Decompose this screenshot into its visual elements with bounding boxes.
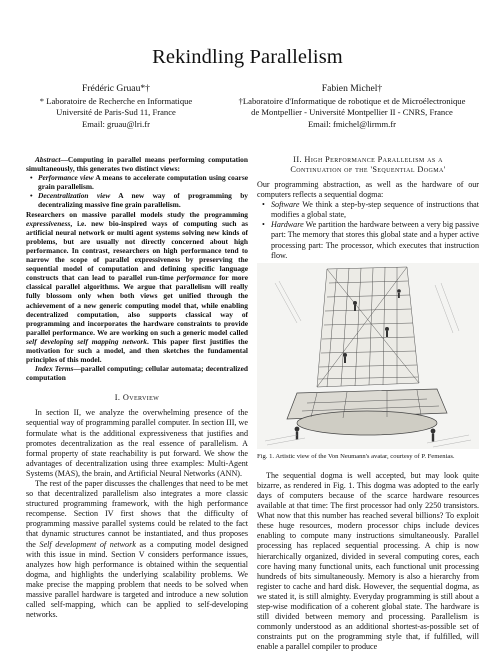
abstract-body: Researchers on massive parallel models study the programming expressiveness, i.e. new bio-inspired ways of computing such as artificial neural network or multi agent systems solving new kinds of problems, but are usually not directly concerned about high performance. In contrast, researchers on high performance tend to narrow the scope of parallel expressiveness by preserving the sequential model of computation and defining specific language constructs that can lead to parallel run-time performance for more classical parallel algorithms. We argue that parallelism will really fully blossom only when both views get unified through the achievement of a new generic computing model that, while enabling decentralized computation, also supports classical way of programming and incorporates the hardware constraints to provide parallel performance. We are working on such a generic model called self developing self mapping network. This paper first justifies the motivation for such a model, and then sketches the fundamental principles of this model.	[26, 209, 248, 365]
abstract-lead: Abstract	[35, 155, 61, 164]
author-2-email: Email: fmichel@lirmm.fr	[307, 118, 397, 129]
author-1-name: Frédéric Gruau*†	[82, 83, 150, 94]
author-1-affiliation-line2: Université de Paris-Sud 11, France	[56, 107, 176, 118]
list-item: • Performance view A means to accelerate computation using coarse grain parallelism.	[38, 173, 248, 191]
paper-title: Rekindling Parallelism	[152, 46, 343, 68]
author-1-affiliation-line1: * Laboratoire de Recherche en Informatique	[39, 95, 193, 106]
author-2-name: Fabien Michel†	[321, 83, 383, 94]
abstract-intro	[26, 155, 248, 173]
dogma-list	[257, 200, 479, 261]
section1-paragraph-2: The rest of the paper discusses the challenges that need to be met so that decentralized parallelism also integrates a more classic structured programming framework, with the high performance recompense. Section IV first shows that the difficulty of programming massive parallel systems could be related to the fact that dynamic structures cannot be instantiated, and thus proposes the Self development of network as a computing model designed with this issue in mind. Section V considers performance issues, analyzes how high performance is obtained within the sequential dogma, and highlights the underlying scalability problems. We make precise the mapping problem that needs to be solved when massive parallel hardware is targeted and introduce a new solution called self-mapping, which can be applied to self-developing networks.	[26, 479, 248, 620]
section2-paragraph-1: The sequential dogma is well accepted, but may look quite bizarre, as rendered in Fig. 1. This dogma was adopted to the early days of computers because of the scarce hardware resources available at that time: The first processor had only 2250 transistors. What now that this number has reached several billions? To exploit these huge resources, modern processor chips include devices enabling to compute many instructions simultaneously. Parallel processing has replaced sequential processing. A chip is now hierarchically organized, divided in several computing cores, each core having many functional units, each functional unit processing hundreds of bits simultaneously. Memory is also a hierarchy from register to cache and hard disk. However, the sequential dogma, as we stated it, is still almighty. Everyday programming is still about a step-wise modification of a coherent global state. The hardware is still divided between memory and processing. Parallelism is commonly understood as an additional shortest-as-possible set of constraints put on the programming style that, if fulfilled, will enable a parallel compiler to produce	[257, 470, 479, 652]
abstract-intro-text: —Computing in parallel means performing computation simultaneously, this generates two distinct views:	[26, 155, 248, 174]
author-2-affiliation-line2: de Montpellier - Université Montpellier II - CNRS, France	[251, 107, 453, 118]
section-heading-sequential-dogma: II. High Performance Parallelism as a Continuation of the 'Sequential Dogma'	[290, 155, 446, 174]
author-1	[18, 83, 214, 130]
author-2-affiliation-line1: †Laboratoire d'Informatique de robotique et de Microélectronique	[238, 95, 466, 106]
list-item: • Hardware We partition the hardware between a very big passive part: The memory that stores this global state and a hyper active processing part: The processor, which executes that instruction flow.	[271, 220, 479, 260]
left-column	[26, 155, 248, 620]
von-neumann-sketch-illustration	[257, 263, 479, 449]
list-item: • Decentralization view A new way of programming by decentralizing massive fine grain parallelism.	[38, 191, 248, 209]
section-heading-overview: I. Overview	[114, 393, 160, 403]
right-column	[257, 155, 479, 652]
author-1-email: Email: gruau@lri.fr	[81, 118, 151, 129]
abstract-views-list	[26, 173, 248, 209]
author-2	[226, 83, 478, 130]
figure-von-neumann-avatar	[257, 263, 479, 449]
index-terms: Index Terms—parallel computing; cellular automata; decentralized computation	[26, 364, 248, 383]
section1-paragraph-1: In section II, we analyze the overwhelming presence of the sequential way of programming parallel computer. In section III, we formulate what is the additional expressiveness that justifies and promotes decentralization as the real essence of parallelism. A formal property of state reachability is put forward. We show the advantages of decentralization using three examples: Multi-Agent Systems (MAS), the brain, and Artificial Neural Networks (ANN).	[26, 408, 248, 478]
section2-intro: Our programming abstraction, as well as the hardware of our computers reflects a sequential dogma:	[257, 180, 479, 200]
list-item: • Software We think a step-by-step sequence of instructions that modifies a global state,	[271, 200, 479, 220]
figure-caption: Fig. 1. Artistic view of the Von Neumann's avatar, courtesy of P. Femenias.	[257, 452, 455, 460]
